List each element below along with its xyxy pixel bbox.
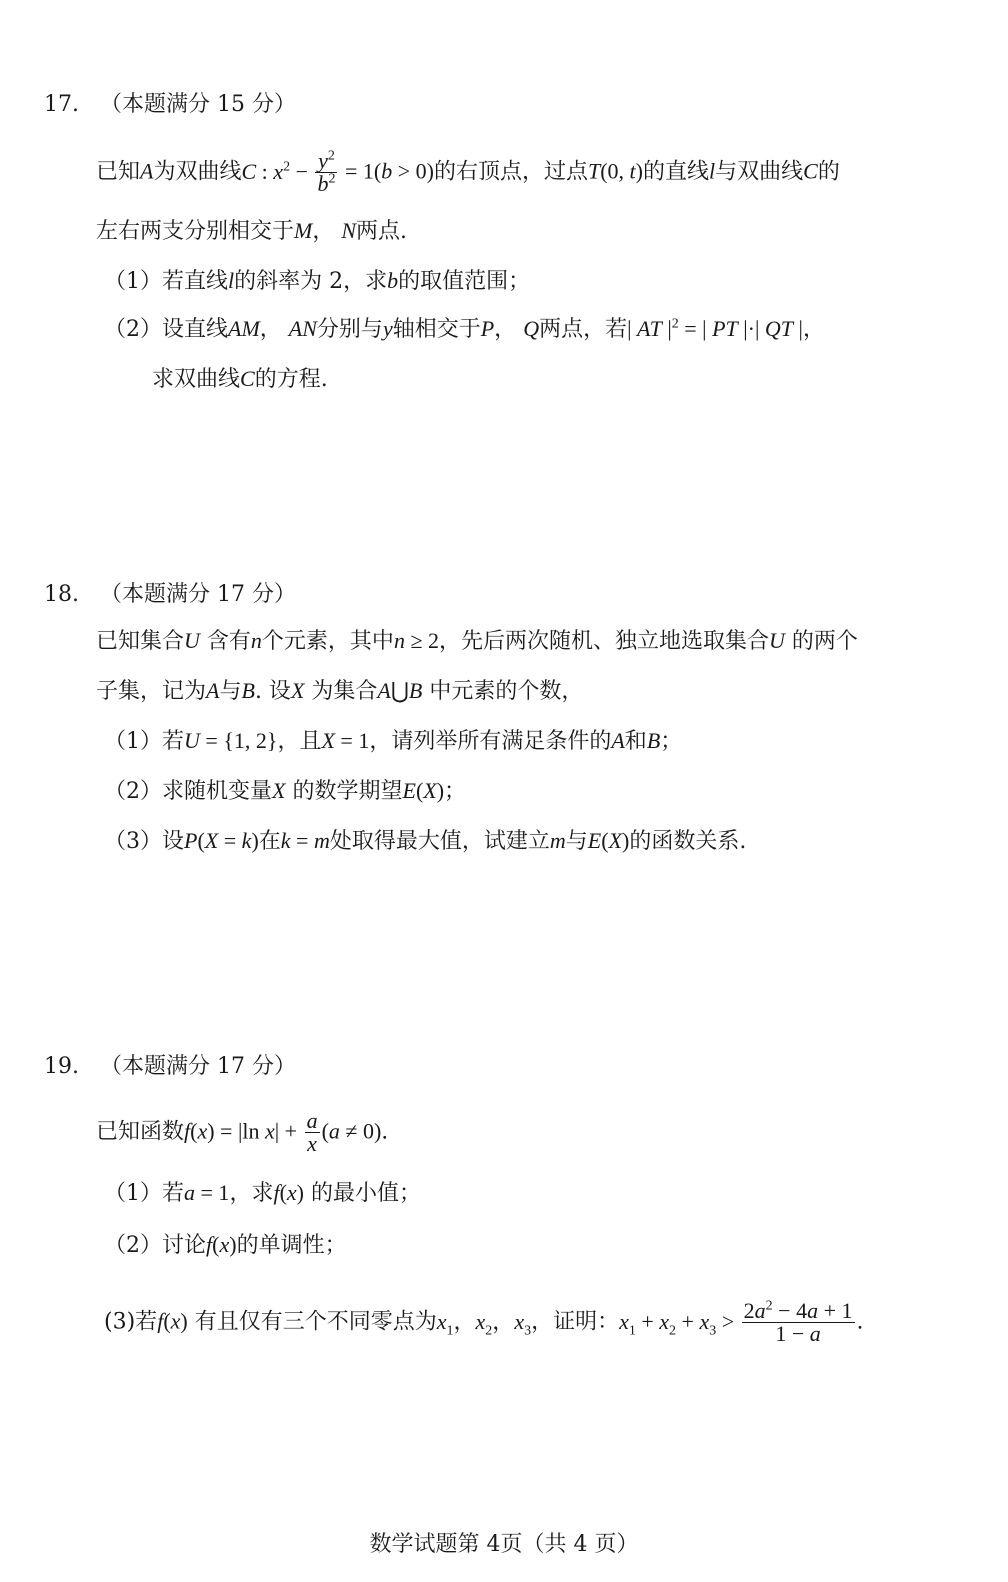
q18-number: 18.: [44, 582, 79, 607]
q18-part2: （2）求随机变量X 的数学期望E(X)；: [104, 778, 467, 804]
q17-part1: （1）若直线l的斜率为 2，求b的取值范围；: [104, 268, 531, 294]
q19-header: （本题满分 17 分）: [100, 1054, 296, 1079]
q17-header: （本题满分 15 分）: [100, 92, 296, 117]
q18-intro-line1: 已知集合U 含有n个元素，其中n ≥ 2，先后两次随机、独立地选取集合U 的两个: [96, 628, 858, 654]
q17-fraction: $\frac{y^2}{b^2}$: [317, 148, 336, 196]
q19-fraction: $\frac{a}{x}$: [306, 1108, 318, 1156]
q18-part3: （3）设P(X = k)在k = m处取得最大值，试建立m与E(X)的函数关系.: [104, 828, 747, 854]
q17-number: 17.: [44, 92, 79, 117]
q17-part2-continued: 求双曲线C的方程.: [152, 366, 328, 392]
q19-part3: (3)若f(x) 有且仅有三个不同零点为$x_1$，$x_2$，$x_3$，证明：$x_1 + x_2 + x_3$ > $\frac{2a^2 - 4a + 1}{1 - a}$ .: [104, 1298, 864, 1346]
q19-number: 19.: [44, 1054, 79, 1079]
q17-intro-line2: 左右两支分别相交于M， N两点.: [96, 218, 408, 244]
page-footer: 数学试题第 4页（共 4 页）: [369, 1532, 639, 1557]
q19-intro: 已知函数f(x) = |ln x| + $\frac{a}{x}$ (a ≠ 0).: [96, 1108, 389, 1156]
q17-part2: （2）设直线AM， AN分别与y轴相交于P， Q两点，若| AT $|^2$ = | PT |·| QT |，: [104, 316, 825, 342]
q18-part1: （1）若U = {1, 2}，且X = 1，请列举所有满足条件的A和B；: [104, 728, 683, 754]
q17-intro-line1: 已知A为双曲线C : $x^2$ − $\frac{y^2}{b^2}$ = 1(b > 0)的右顶点，过点T(0, t)的直线l与双曲线C的: [96, 148, 840, 196]
q18-intro-line2: 子集，记为A与B. 设X 为集合A⋃B 中元素的个数，: [96, 678, 584, 704]
q19-part1: （1）若a = 1，求f(x) 的最小值；: [104, 1180, 422, 1206]
q19-part2: （2）讨论f(x)的单调性；: [104, 1232, 347, 1258]
q18-header: （本题满分 17 分）: [100, 582, 296, 607]
q19-inequality-fraction: $\frac{2a^2 - 4a + 1}{1 - a}$: [743, 1298, 853, 1346]
